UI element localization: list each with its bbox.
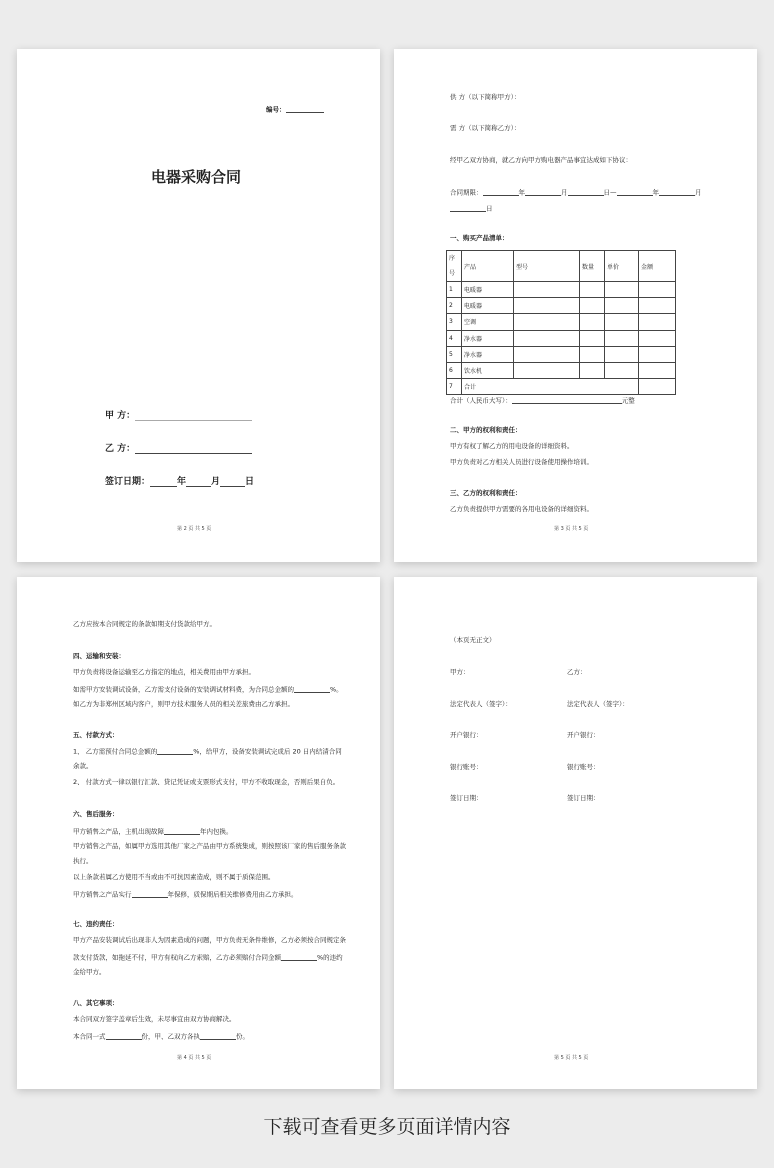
section-3-heading: 三、乙方的权利和责任： [450, 489, 522, 497]
party-a-label: 甲方： [450, 668, 470, 676]
text-line: 甲方销售之产品实行 年保修，质保期后相关维修费用由乙方承担。 [73, 890, 298, 899]
party-a-blank [135, 411, 252, 421]
section-3-line: 乙方负责提供甲方需要的各用电设备的详细资料。 [450, 505, 593, 513]
rep-a-label: 法定代表人（签字）： [450, 700, 512, 708]
text-line: 余款。 [73, 762, 93, 770]
page-footer: 第 5 页 共 5 页 [554, 1055, 589, 1061]
section-6-heading: 六、售后服务： [73, 810, 119, 818]
table-row: 6 饮水机 [447, 362, 676, 378]
text-line: 金给甲方。 [73, 968, 106, 976]
intro-line: 经甲乙双方协商，就乙方向甲方购电器产品事宜达成如下协议： [450, 156, 632, 164]
text-line: 如需甲方安装调试设备，乙方需支付设备的安装调试材料费，为合同总金额的 %。 [73, 685, 343, 694]
section-1-heading: 一、购买产品清单： [450, 234, 509, 242]
text-line: 甲方销售之产品，如属甲方选用其他厂家之产品由甲方系统集成，则按照该厂家的售后服务条款 [73, 842, 346, 850]
serial-blank [286, 105, 324, 113]
text-line: 如乙方为非郑州区域内客户，则甲方技术服务人员的相关差旅费由乙方承担。 [73, 700, 294, 708]
section-5-heading: 五、付款方式： [73, 731, 119, 739]
download-caption: 下载可查看更多页面详情内容 [263, 1116, 511, 1138]
serial-number: 编号： [266, 105, 324, 113]
party-a-line: 甲 方： [105, 408, 252, 421]
text-line: 1、 乙方需预付合同总金额的 %，给甲方，设备安装调试完成后 20 日内结清合同 [73, 747, 342, 756]
bank-a-label: 开户银行： [450, 731, 483, 739]
page-footer: 第 2 页 共 5 页 [177, 526, 212, 532]
contract-period-cont: 日 [450, 204, 493, 212]
rep-b-label: 法定代表人（签字）： [567, 700, 629, 708]
account-b-label: 银行账号： [567, 763, 600, 771]
text-line: 2、 付款方式一律以银行汇款、贷记凭证或支票形式支付，甲方不收取现金，否则后果自负。 [73, 778, 340, 786]
party-b-line: 乙 方： [105, 441, 252, 454]
contract-page-3 [394, 49, 757, 562]
section-2-line: 甲方负责对乙方相关人员进行设备使用操作培训。 [450, 458, 593, 466]
date-b-label: 签订日期： [567, 794, 600, 802]
text-line: 执行。 [73, 857, 93, 865]
table-row: 1 电暖器 [447, 282, 676, 298]
text-line: 本合同一式 份，甲、乙双方各执 份。 [73, 1032, 249, 1041]
text-line: 款支付货款，如拖延不付，甲方有权向乙方索赔，乙方必须赔付合同金额 %的违约 [73, 953, 343, 962]
page-footer: 第 4 页 共 5 页 [177, 1055, 212, 1061]
contract-page-4 [17, 577, 380, 1089]
table-row: 4 净水器 [447, 330, 676, 346]
text-line: 以上条款若属乙方使用不当或由不可抗因素造成，则不属于质保范围。 [73, 873, 275, 881]
no-text-note: （本页无正文） [450, 636, 496, 644]
buyer-line: 需 方（以下简称乙方）： [450, 124, 521, 132]
table-header-row: 序 号 产品 型号 数量 单价 金额 [447, 251, 676, 282]
section-8-heading: 八、其它事项： [73, 999, 119, 1007]
text-line: 甲方产品安装调试后出现非人为因素造成的问题，甲方负责无条件维修，乙方必须按合同规定条 [73, 936, 346, 944]
supplier-line: 供 方（以下简称甲方）： [450, 93, 521, 101]
table-row: 5 净水器 [447, 346, 676, 362]
contract-period: 合同期限： 年 月 日— 年 月 [450, 188, 702, 197]
text-line: 本合同双方签字盖章后生效，未尽事宜由双方协商解决。 [73, 1015, 236, 1023]
sign-date-line: 签订日期： 年 月 日 [105, 477, 255, 487]
text-line: 甲方负责将设备运输至乙方指定的地点，相关费用由甲方承担。 [73, 668, 255, 676]
table-row: 3 空调 [447, 314, 676, 330]
date-a-label: 签订日期： [450, 794, 483, 802]
text-line: 甲方销售之产品，主机出现故障 年内包换。 [73, 827, 233, 836]
contract-page-5 [394, 577, 757, 1089]
section-2-heading: 二、甲方的权利和责任： [450, 426, 522, 434]
product-table [446, 250, 676, 395]
text-line: 乙方应按本合同规定的条款如期支付货款给甲方。 [73, 620, 216, 628]
table-row: 2 电暖器 [447, 298, 676, 314]
section-7-heading: 七、违约责任： [73, 920, 119, 928]
total-rmb-line: 合计（人民币大写）： 元整 [450, 396, 635, 405]
bank-b-label: 开户银行： [567, 731, 600, 739]
table-total-row: 7 合计 [447, 379, 676, 395]
party-b-blank [135, 444, 252, 454]
account-a-label: 银行账号： [450, 763, 483, 771]
section-4-heading: 四、运输和安装： [73, 652, 125, 660]
contract-title: 电器采购合同 [151, 168, 242, 186]
party-b-label: 乙方： [567, 668, 587, 676]
page-footer: 第 3 页 共 5 页 [554, 526, 589, 532]
section-2-line: 甲方有权了解乙方的用电设备的详细资料。 [450, 442, 574, 450]
contract-page-2 [17, 49, 380, 562]
